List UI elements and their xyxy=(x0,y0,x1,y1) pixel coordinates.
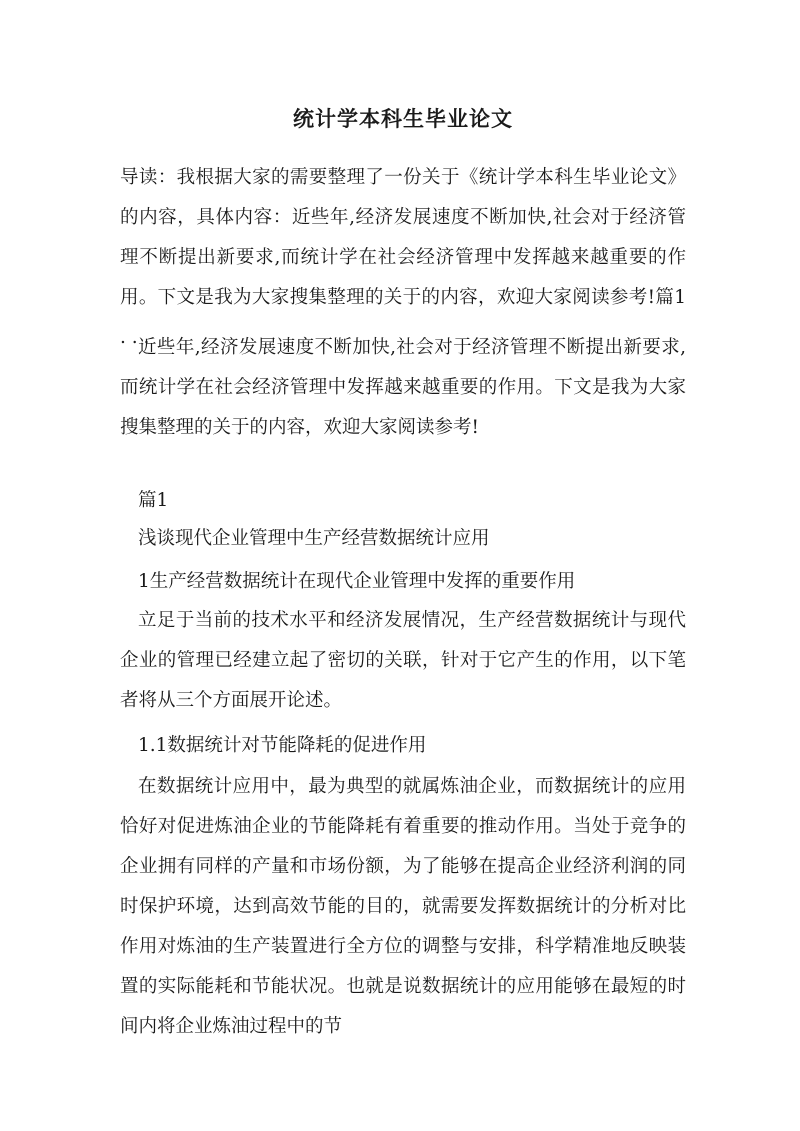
body-paragraph-2: 立足于当前的技术水平和经济发展情况，生产经营数据统计与现代企业的管理已经建立起了密切的关联，针对于它产生的作用，以下笔者将从三个方面展开论述。 xyxy=(120,610,686,711)
article-title: 浅谈现代企业管理中生产经营数据统计应用 xyxy=(138,528,490,549)
body-paragraph-1: 近些年,经济发展速度不断加快,社会对于经济管理不断提出新要求,而统计学在社会经济管理中发挥越来越重要的作用。下文是我为大家搜集整理的关于的内容，欢迎大家阅读参考! xyxy=(120,337,686,438)
intro-paragraph: 导读：我根据大家的需要整理了一份关于《统计学本科生毕业论文》的内容，具体内容：近些年,经济发展速度不断加快,社会对于经济管理不断提出新要求,而统计学在社会经济管理中发挥越来越重要的作用。下文是我为大家搜集整理的关于的内容，欢迎大家阅读参考!篇1 . . . xyxy=(120,167,711,348)
section-label: 篇1 xyxy=(138,490,169,511)
document-title: 统计学本科生毕业论文 xyxy=(293,107,513,131)
section-heading-1-1: 1.1数据统计对节能降耗的促进作用 xyxy=(138,735,427,756)
body-paragraph-3: 在数据统计应用中，最为典型的就属炼油企业，而数据统计的应用恰好对促进炼油企业的节能降耗有着重要的推动作用。当处于竞争的企业拥有同样的产量和市场份额，为了能够在提高企业经济利润的同时保护环境，达到高效节能的目的，就需要发挥数据统计的分析对比作用对炼油的生产装置进行全方位的调整与安排，科学精准地反映装置的实际能耗和节能状况。也就是说数据统计的应用能够在最短的时间内将企业炼油过程中的节 xyxy=(120,776,686,1037)
section-heading-1: 1生产经营数据统计在现代企业管理中发挥的重要作用 xyxy=(138,571,576,592)
